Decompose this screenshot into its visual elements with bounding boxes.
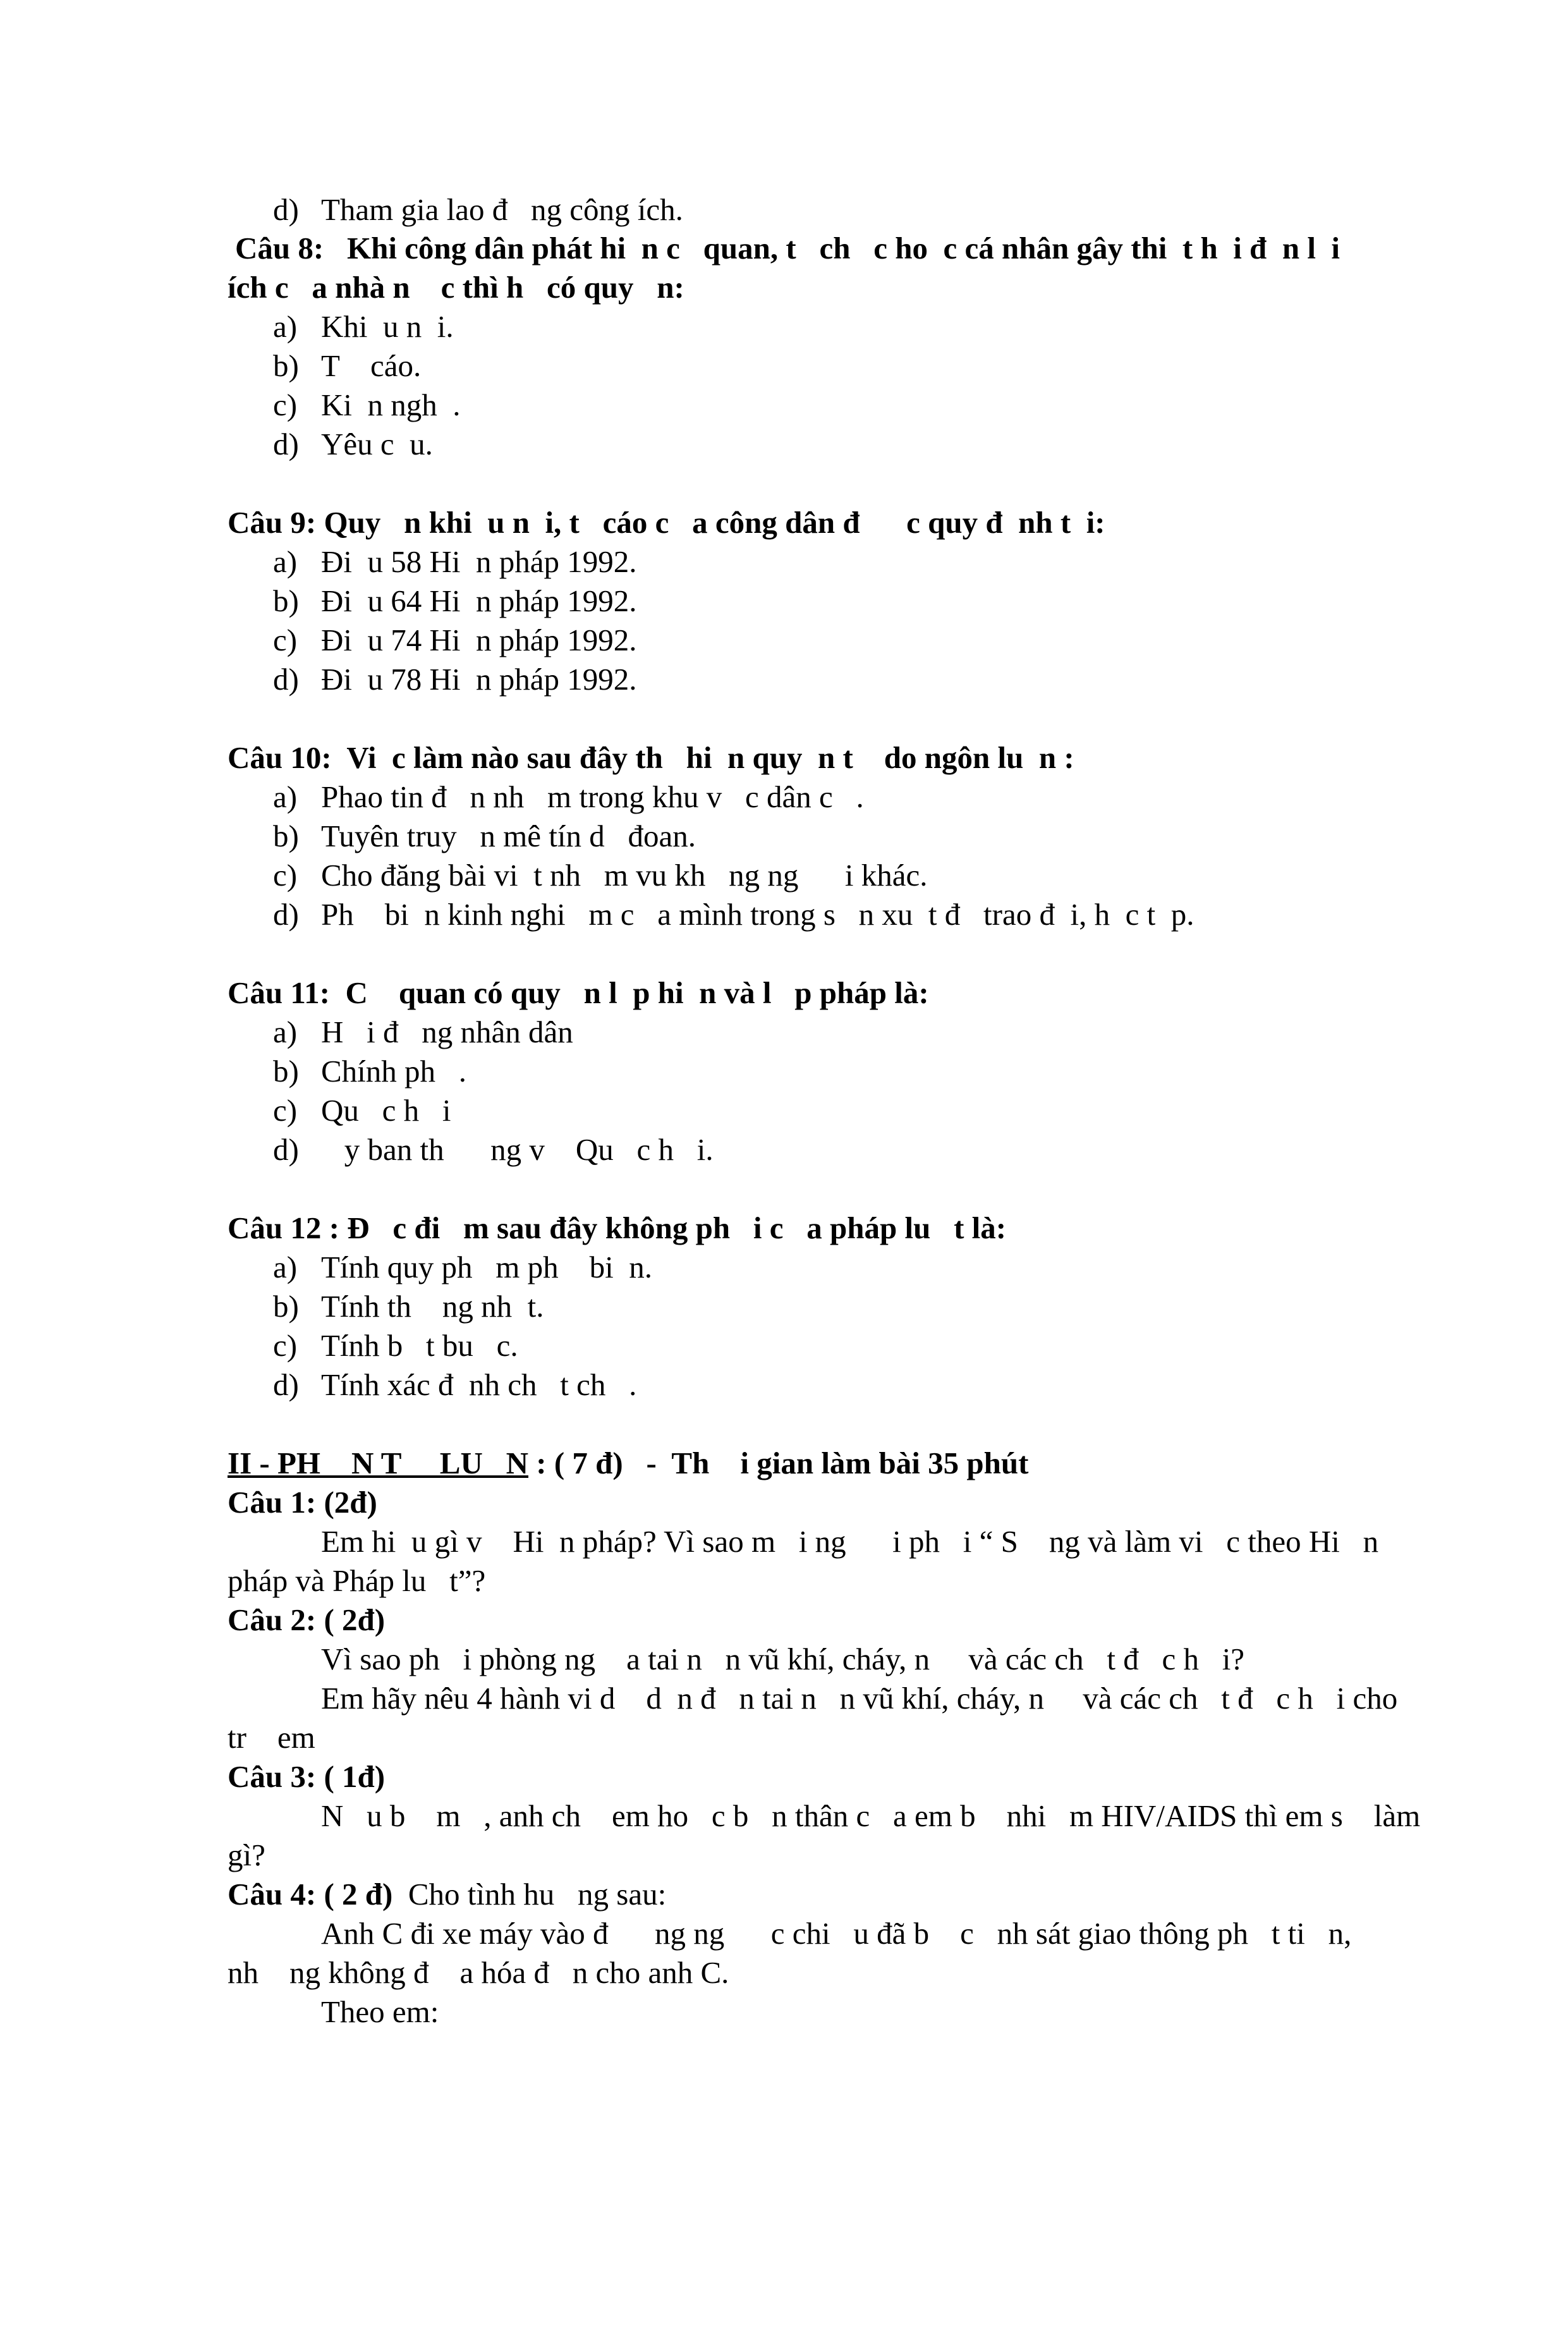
question-8-option-c (273, 386, 461, 424)
question-12-option-a (273, 1248, 652, 1286)
question-12-title: Câu 12 : Đ c đi m sau đây không ph i c a pháp lu t là: (228, 1211, 1007, 1245)
option-label: d) (273, 192, 299, 227)
option-text: Tuyên truy n mê tín d đoan. (321, 819, 696, 853)
option-label: b) (273, 348, 299, 383)
option-text: Đi u 64 Hi n pháp 1992. (321, 583, 637, 618)
question-11-title: Câu 11: C quan có quy n l p hi n và l p pháp là: (228, 975, 929, 1010)
question-12-option-b (273, 1288, 544, 1326)
essay-4-title (228, 1875, 666, 1913)
option-label: a) (273, 1250, 298, 1284)
option-label: b) (273, 819, 299, 853)
question-8-title-line2: ích c a nhà n c thì h có quy n: (228, 270, 684, 305)
option-label: b) (273, 1054, 299, 1089)
option-text: Tính th ng nh t. (321, 1289, 544, 1324)
question-11-option-b (273, 1052, 466, 1090)
question-10-option-d (273, 896, 1194, 934)
essay-4-text-line1: Anh C đi xe máy vào đ ng ng c chi u đã b c nh sát giao thông ph t ti n, (321, 1916, 1352, 1951)
part2-heading-rest: : ( 7 đ) - Th i gian làm bài 35 phút (528, 1446, 1029, 1480)
question-8-option-d (273, 425, 433, 463)
essay-2-title: Câu 2: ( 2đ) (228, 1602, 386, 1637)
question-10-option-c (273, 857, 928, 894)
option-text: T cáo. (321, 348, 422, 383)
question-8-title-line1: Câu 8: Khi công dân phát hi n c quan, t ch c ho c cá nhân gây thi t h i đ n l i (235, 231, 1340, 265)
option-text: Tham gia lao đ ng công ích. (321, 192, 683, 227)
option-label: d) (273, 1132, 299, 1167)
question-9-option-b (273, 582, 637, 620)
question-8-option-a (273, 308, 454, 346)
question-9-option-d (273, 661, 637, 698)
question-10-option-b (273, 817, 696, 855)
option-text: Tính quy ph m ph bi n. (321, 1250, 653, 1284)
essay-4-title-rest: Cho tình hu ng sau: (392, 1877, 667, 1912)
question-12-option-c (273, 1327, 518, 1365)
option-label: c) (273, 387, 298, 422)
essay-1-text-line2: pháp và Pháp lu t”? (228, 1563, 486, 1598)
essay-4-title-bold: Câu 4: ( 2 đ) (228, 1877, 393, 1912)
option-d-prev (273, 191, 683, 229)
essay-3-title: Câu 3: ( 1đ) (228, 1759, 386, 1794)
essay-1-title: Câu 1: (2đ) (228, 1485, 377, 1520)
question-12-option-d (273, 1366, 636, 1404)
option-label: d) (273, 1367, 299, 1402)
essay-4-text-line2: nh ng không đ a hóa đ n cho anh C. (228, 1955, 729, 1990)
option-text: Chính ph . (321, 1054, 467, 1089)
essay-3-text-line2: gì? (228, 1838, 265, 1872)
question-9-option-c (273, 621, 637, 659)
option-text: Tính b t bu c. (321, 1328, 518, 1363)
option-label: d) (273, 897, 299, 932)
question-10-title: Câu 10: Vi c làm nào sau đây th hi n quy n t do ngôn lu n : (228, 740, 1074, 775)
option-label: c) (273, 623, 298, 657)
option-label: a) (273, 1015, 298, 1049)
option-text: y ban th ng v Qu c h i. (321, 1132, 714, 1167)
option-text: H i đ ng nhân dân (321, 1015, 573, 1049)
essay-1-text-line1: Em hi u gì v Hi n pháp? Vì sao m i ng i ph i “ S ng và làm vi c theo Hi n (321, 1524, 1379, 1559)
question-9-title: Câu 9: Quy n khi u n i, t cáo c a công dân đ c quy đ nh t i: (228, 505, 1105, 540)
question-10-option-a (273, 778, 864, 816)
option-label: c) (273, 858, 298, 893)
option-label: c) (273, 1328, 298, 1363)
option-label: a) (273, 309, 298, 344)
option-text: Tính xác đ nh ch t ch . (321, 1367, 637, 1402)
option-text: Ki n ngh . (321, 387, 461, 422)
option-text: Đi u 74 Hi n pháp 1992. (321, 623, 637, 657)
question-11-option-d (273, 1131, 714, 1169)
option-label: a) (273, 779, 298, 814)
option-label: c) (273, 1093, 298, 1128)
option-text: Đi u 78 Hi n pháp 1992. (321, 662, 637, 697)
option-label: b) (273, 1289, 299, 1324)
option-label: d) (273, 427, 299, 461)
option-label: d) (273, 662, 299, 697)
essay-2-text-2-line2: tr em (228, 1720, 315, 1755)
question-9-option-a (273, 543, 637, 581)
question-8-option-b (273, 347, 421, 385)
question-11-option-a (273, 1013, 573, 1051)
option-text: Cho đăng bài vi t nh m vu kh ng ng i khác. (321, 858, 928, 893)
essay-2-text-2-line1: Em hãy nêu 4 hành vi d d n đ n tai n n vũ khí, cháy, n và các ch t đ c h i cho (321, 1681, 1398, 1716)
option-text: Đi u 58 Hi n pháp 1992. (321, 544, 637, 579)
option-label: a) (273, 544, 298, 579)
option-text: Qu c h i (321, 1093, 451, 1128)
option-text: Khi u n i. (321, 309, 454, 344)
option-text: Ph bi n kinh nghi m c a mình trong s n xu t đ trao đ i, h c t p. (321, 897, 1194, 932)
essay-3-text-line1: N u b m , anh ch em ho c b n thân c a em b nhi m HIV/AIDS thì em s làm (321, 1798, 1421, 1833)
question-11-option-c (273, 1092, 451, 1130)
part2-heading-underlined: II - PH N T LU N (228, 1446, 529, 1480)
option-text: Phao tin đ n nh m trong khu v c dân c . (321, 779, 864, 814)
essay-2-text-1: Vì sao ph i phòng ng a tai n n vũ khí, cháy, n và các ch t đ c h i? (321, 1642, 1245, 1676)
option-label: b) (273, 583, 299, 618)
part2-heading (228, 1444, 1028, 1482)
essay-4-text-2: Theo em: (321, 1994, 439, 2029)
option-text: Yêu c u. (321, 427, 433, 461)
